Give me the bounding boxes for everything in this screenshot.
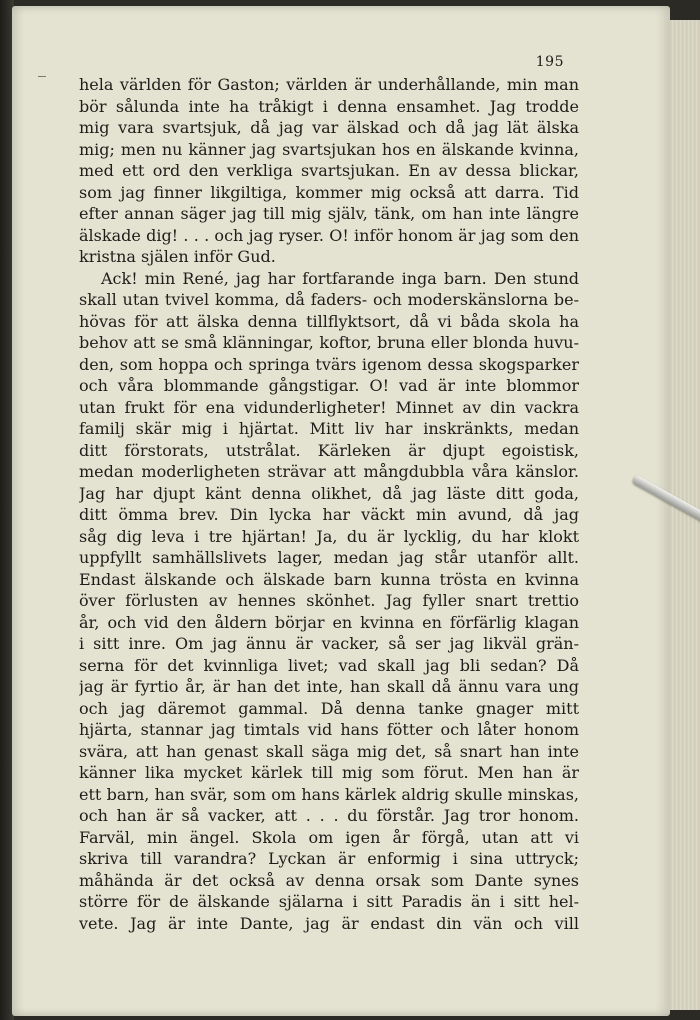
text-line: kristna själen inför Gud. [79,247,276,266]
text-line: medan moderligheten strävar att mångdubbla våra känslor. [79,462,579,481]
text-line: den, som hoppa och springa tvärs igenom dessa skogsparker [79,354,579,374]
text-line: Farväl, min ängel. Skola om igen år förgå, utan att vi [79,827,579,847]
text-line: måhända är det också av denna orsak som Dante synes [79,870,579,890]
text-line: uppfyllt samhällslivets lager, medan jag står utanför allt. [79,548,579,567]
page-number: 195 [535,54,564,70]
text-line: efter annan säger jag till mig själv, tänk, om han inte längre [79,204,579,223]
text-line: serna för det kvinnliga livet; vad skall jag bli sedan? Då [79,655,579,675]
text-line: svära, att han genast skall säga mig det, så snart han inte [79,741,579,761]
text-line: mig vara svartsjuk, då jag var älskad och då jag lät älska [79,118,579,137]
text-line: Ack! min René, jag har fortfarande inga barn. Den stund [101,268,579,288]
body-text [79,74,579,934]
text-line: och han är så vacker, att . . . du förstår. Jag tror honom. [79,806,579,825]
text-line: skall utan tvivel komma, då faders- och moderskänslorna be- [79,290,579,309]
text-line: år, och vid den åldern börjar en kvinna en förfärlig klagan [79,612,579,632]
text-line: hjärta, stannar jag timtals vid hans fötter och låter honom [79,720,579,739]
text-line: känner lika mycket kärlek till mig som förut. Men han är [79,763,579,782]
text-line: älskade dig! . . . och jag ryser. O! inför honom är jag som den [79,225,579,245]
text-line: i sitt inre. Om jag ännu är vacker, så ser jag likväl grän- [79,634,579,653]
text-line: med ett ord den verkliga svartsjukan. En av dessa blickar, [79,161,579,180]
text-line: vete. Jag är inte Dante, jag är endast din vän och vill [79,913,579,933]
text-line: jag är fyrtio år, är han det inte, han skall då ännu vara ung [79,677,579,696]
text-line: såg dig leva i tre hjärtan! Ja, du är lycklig, du har klokt [79,526,579,546]
text-line: hövas för att älska denna tillflyktsort, då vi båda skola ha [79,311,579,331]
text-line: som jag finner likgiltiga, kommer mig också att darra. Tid [79,182,579,202]
text-line: ditt ömma brev. Din lycka har väckt min avund, då jag [79,505,579,524]
text-line: mig; men nu känner jag svartsjukan hos en älskande kvinna, [79,139,579,159]
text-line: hela världen för Gaston; världen är underhållande, min man [79,75,579,94]
text-line: ditt förstorats, utstrålat. Kärleken är djupt egoistisk, [79,440,579,460]
text-line: och våra blommande gångstigar. O! vad är inte blommor [79,376,579,395]
text-line: bör sålunda inte ha tråkigt i denna ensamhet. Jag trodde [79,96,579,116]
text-line: Endast älskande och älskade barn kunna trösta en kvinna [79,569,579,589]
margin-mark [38,76,46,77]
text-line: ett barn, han svär, som om hans kärlek aldrig skulle minskas, [79,784,579,804]
text-line: större för de älskande själarna i sitt Paradis än i sitt hel- [79,892,579,911]
text-line: och jag däremot gammal. Då denna tanke gnager mitt [79,698,579,718]
text-line: utan frukt för ena vidunderligheter! Minnet av din vackra [79,397,579,417]
text-line: behov att se små klänningar, koftor, bruna eller blonda huvu- [79,333,579,352]
text-line: Jag har djupt känt denna olikhet, då jag läste ditt goda, [79,483,579,503]
text-line: familj skär mig i hjärtat. Mitt liv har inskränkts, medan [79,419,579,438]
text-line: skriva till varandra? Lyckan är enformig i sina uttryck; [79,849,579,868]
text-line: över förlusten av hennes skönhet. Jag fyller snart trettio [79,591,579,610]
